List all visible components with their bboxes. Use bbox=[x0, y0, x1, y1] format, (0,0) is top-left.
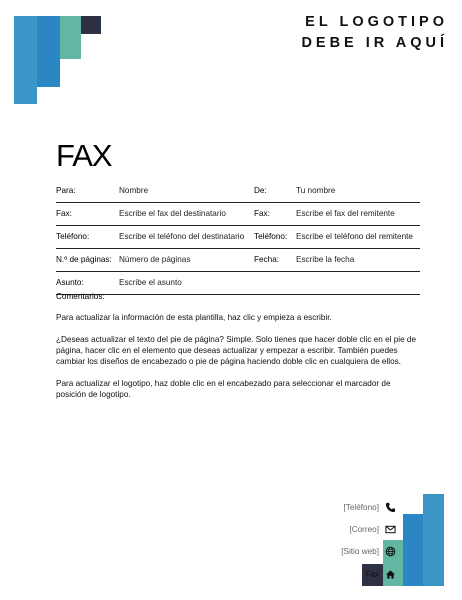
date-label: Fecha: bbox=[254, 255, 280, 264]
phone-icon bbox=[385, 502, 396, 513]
from-label: De: bbox=[254, 186, 267, 195]
footer-fax[interactable] bbox=[365, 569, 396, 580]
logo-placeholder[interactable] bbox=[301, 12, 448, 54]
envelope-icon bbox=[385, 524, 396, 535]
header-bar-3 bbox=[60, 16, 81, 59]
page-title: FAX bbox=[56, 138, 112, 173]
comments-label: Comentarios: bbox=[56, 292, 105, 301]
sender-phone-field[interactable]: Escribe el teléfono del remitente bbox=[296, 232, 413, 241]
form-row-to bbox=[56, 180, 420, 203]
logo-line-2: DEBE IR AQUÍ bbox=[301, 35, 448, 51]
footer-bar-3 bbox=[403, 514, 423, 586]
subject-label: Asunto: bbox=[56, 278, 84, 287]
footer-fax-text: Fax bbox=[365, 570, 379, 579]
subject-field[interactable]: Escribe el asunto bbox=[119, 278, 182, 287]
recipient-phone-label: Teléfono: bbox=[56, 232, 90, 241]
header-bar-1 bbox=[14, 16, 37, 104]
form-row-fax bbox=[56, 203, 420, 226]
sender-phone-label: Teléfono: bbox=[254, 232, 288, 241]
logo-line-1: EL LOGOTIPO bbox=[305, 14, 448, 30]
from-field[interactable]: Tu nombre bbox=[296, 186, 336, 195]
footer-phone-text: [Teléfono] bbox=[343, 503, 379, 512]
fax-form bbox=[56, 180, 420, 295]
home-icon bbox=[385, 569, 396, 580]
recipient-fax-label: Fax: bbox=[56, 209, 72, 218]
date-field[interactable]: Escribe la fecha bbox=[296, 255, 355, 264]
sender-fax-field[interactable]: Escribe el fax del remitente bbox=[296, 209, 395, 218]
header-decoration bbox=[14, 16, 102, 106]
pages-label: N.º de páginas: bbox=[56, 255, 112, 264]
recipient-phone-field[interactable]: Escribe el teléfono del destinatario bbox=[119, 232, 245, 241]
header-bar-2 bbox=[37, 16, 60, 87]
form-row-pages bbox=[56, 249, 420, 272]
body-paragraph-1: Para actualizar la información de esta plantilla, haz clic y empieza a escribir. bbox=[56, 313, 332, 322]
form-row-subject bbox=[56, 272, 420, 295]
globe-icon bbox=[385, 546, 396, 557]
body-paragraph-3: Para actualizar el logotipo, haz doble clic en el encabezado para seleccionar el marcador de posición de logotipo. bbox=[56, 379, 391, 399]
footer-email-text: [Correo] bbox=[349, 525, 379, 534]
body-paragraph-2: ¿Deseas actualizar el texto del pie de página? Simple. Solo tienes que hacer doble clic en el pie de página, hacer clic en el elemento que deseas actualizar y empezar a escribir. También puedes cambiar los diseños de encabezado o pie de página haciendo doble clic en cualquiera de ellos. bbox=[56, 335, 417, 366]
sender-fax-label: Fax: bbox=[254, 209, 270, 218]
to-label: Para: bbox=[56, 186, 76, 195]
footer-phone[interactable] bbox=[343, 502, 396, 513]
footer-email[interactable] bbox=[349, 524, 396, 535]
pages-field[interactable]: Número de páginas bbox=[119, 255, 191, 264]
recipient-fax-field[interactable]: Escribe el fax del destinatario bbox=[119, 209, 226, 218]
footer-bar-4 bbox=[423, 494, 444, 586]
comments-body[interactable] bbox=[56, 312, 422, 411]
footer-website[interactable] bbox=[341, 546, 396, 557]
form-row-phone bbox=[56, 226, 420, 249]
footer-website-text: [Sitio web] bbox=[341, 547, 379, 556]
to-field[interactable]: Nombre bbox=[119, 186, 149, 195]
header-bar-4 bbox=[81, 16, 101, 34]
